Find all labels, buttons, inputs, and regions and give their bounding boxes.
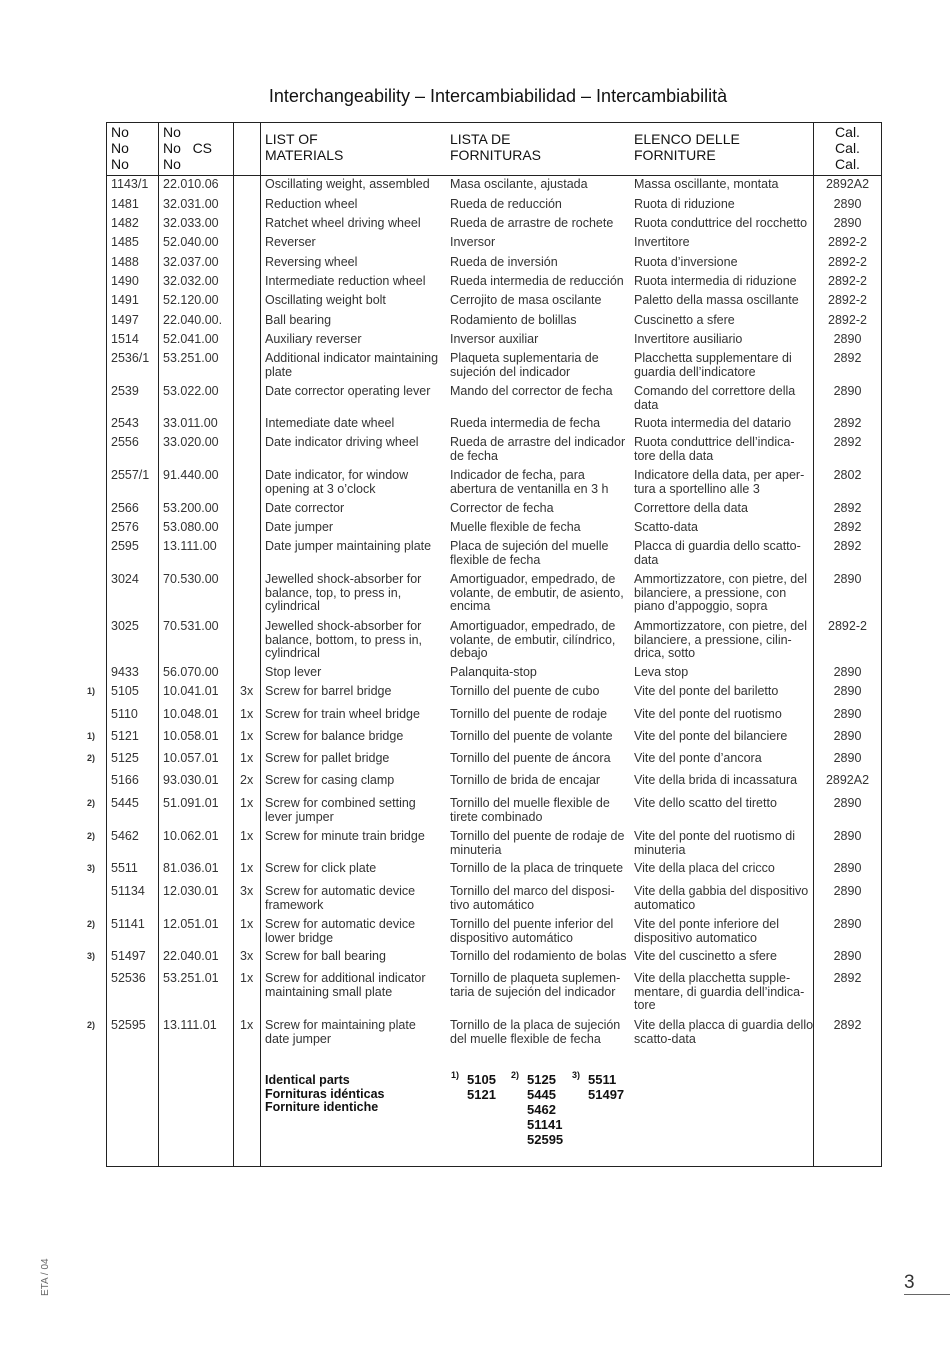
name-italian: Vite della placchetta supple-mentare, di guardia dell’indica-tore xyxy=(634,971,805,1012)
calibre: 2892 xyxy=(833,539,862,553)
cs-number: 53.200.00 xyxy=(163,501,219,515)
name-english: Reversing wheel xyxy=(265,255,358,269)
calibre: 2890 xyxy=(833,684,862,698)
quantity: 2x xyxy=(240,773,254,787)
part-number: 2595 xyxy=(111,539,139,553)
calibre: 2890 xyxy=(833,829,862,843)
header-es: LISTA DE FORNITURAS xyxy=(450,131,541,163)
quantity: 1x xyxy=(240,829,254,843)
name-spanish: Masa oscilante, ajustada xyxy=(450,177,588,191)
name-english: Intermediate reduction wheel xyxy=(265,274,426,288)
name-spanish: Mando del corrector de fecha xyxy=(450,384,613,398)
name-spanish: Tornillo del puente inferior del dispositivo automático xyxy=(450,917,614,945)
part-number: 5110 xyxy=(111,707,138,721)
name-spanish: Cerrojito de masa oscilante xyxy=(450,293,602,307)
name-spanish: Tornillo de plaqueta suplemen-taria de sujeción del indicador xyxy=(450,971,621,999)
name-spanish: Amortiguador, empedrado, de volante, de embutir, de asiento, encima xyxy=(450,572,624,613)
name-spanish: Rueda de arrastre de rochete xyxy=(450,216,614,230)
calibre: 2892 xyxy=(833,351,862,365)
footnote-mark: 1) xyxy=(87,686,96,696)
name-english: Screw for ball bearing xyxy=(265,949,386,963)
calibre: 2892-2 xyxy=(828,255,867,269)
header-divider xyxy=(107,175,881,176)
cs-number: 53.251.00 xyxy=(163,351,219,365)
cs-number: 13.111.00 xyxy=(163,539,217,553)
part-number: 1514 xyxy=(111,332,139,346)
quantity: 1x xyxy=(240,971,254,985)
part-number: 1497 xyxy=(111,313,139,327)
part-number: 1491 xyxy=(111,293,139,307)
part-number: 1488 xyxy=(111,255,139,269)
name-italian: Placca di guardia dello scatto-data xyxy=(634,539,801,567)
name-italian: Vite del ponte inferiore del dispositivo automatico xyxy=(634,917,780,945)
name-italian: Vite della placa del cricco xyxy=(634,861,775,875)
header-en: LIST OF MATERIALS xyxy=(265,131,344,163)
page-rule xyxy=(904,1294,950,1295)
cs-number: 22.040.01 xyxy=(163,949,219,963)
footnote-mark: 3) xyxy=(87,863,96,873)
cs-number: 10.062.01 xyxy=(163,829,219,843)
part-number: 52536 xyxy=(111,971,146,985)
cs-number: 33.011.00 xyxy=(163,416,218,430)
calibre: 2892 xyxy=(833,520,862,534)
cs-number: 56.070.00 xyxy=(163,665,219,679)
cs-number: 12.030.01 xyxy=(163,884,219,898)
identical-parts-title: Identical parts Fornituras idénticas Forniture identiche xyxy=(265,1073,385,1114)
cs-number: 22.040.00. xyxy=(163,313,223,327)
name-spanish: Rueda de arrastre del indicador de fecha xyxy=(450,435,626,463)
name-spanish: Muelle flexible de fecha xyxy=(450,520,581,534)
name-spanish: Tornillo del rodamiento de bolas xyxy=(450,949,627,963)
name-english: Auxiliary reverser xyxy=(265,332,362,346)
calibre: 2892 xyxy=(833,1018,862,1032)
name-italian: Vite della placca di guardia dello scatto-data xyxy=(634,1018,814,1046)
name-english: Screw for combined setting lever jumper xyxy=(265,796,416,824)
cs-number: 53.080.00 xyxy=(163,520,219,534)
cs-number: 52.041.00 xyxy=(163,332,219,346)
part-number: 2556 xyxy=(111,435,139,449)
name-italian: Cuscinetto a sfere xyxy=(634,313,735,327)
name-italian: Ruota intermedia di riduzione xyxy=(634,274,797,288)
name-english: Date jumper xyxy=(265,520,334,534)
part-number: 1143/1 xyxy=(111,177,149,191)
name-spanish: Tornillo de brida de encajar xyxy=(450,773,601,787)
calibre: 2892 xyxy=(833,501,862,515)
name-spanish: Amortiguador, empedrado, de volante, de embutir, cilíndrico, debajo xyxy=(450,619,616,660)
part-number: 1490 xyxy=(111,274,139,288)
header-cal: Cal. Cal. Cal. xyxy=(835,124,860,172)
cs-number: 81.036.01 xyxy=(163,861,219,875)
cs-number: 32.031.00 xyxy=(163,197,219,211)
part-number: 2557/1 xyxy=(111,468,150,482)
identical-group-items: 5125 5445 5462 51141 52595 xyxy=(527,1072,564,1147)
calibre: 2892-2 xyxy=(828,313,867,327)
footnote-mark: 2) xyxy=(87,1020,96,1030)
name-spanish: Plaqueta suplementaria de sujeción del indicador xyxy=(450,351,599,379)
identical-group-mark: 2) xyxy=(511,1070,520,1080)
footnote-mark: 3) xyxy=(87,951,96,961)
part-number: 2536/1 xyxy=(111,351,150,365)
name-english: Screw for pallet bridge xyxy=(265,751,390,765)
column-divider xyxy=(260,123,261,1166)
name-italian: Vite della brida di incassatura xyxy=(634,773,798,787)
name-spanish: Palanquita-stop xyxy=(450,665,537,679)
name-spanish: Rodamiento de bolillas xyxy=(450,313,577,327)
quantity: 1x xyxy=(240,861,254,875)
calibre: 2892 xyxy=(833,971,862,985)
name-english: Screw for train wheel bridge xyxy=(265,707,420,721)
name-italian: Massa oscillante, montata xyxy=(634,177,779,191)
name-spanish: Tornillo del muelle flexible de tirete combinado xyxy=(450,796,610,824)
calibre: 2892-2 xyxy=(828,619,867,633)
part-number: 3025 xyxy=(111,619,139,633)
calibre: 2890 xyxy=(833,332,862,346)
name-spanish: Inversor auxiliar xyxy=(450,332,539,346)
cs-number: 10.041.01 xyxy=(163,684,219,698)
cs-number: 33.020.00 xyxy=(163,435,219,449)
name-spanish: Corrector de fecha xyxy=(450,501,554,515)
header-cs: No No CS No xyxy=(163,124,213,172)
calibre: 2890 xyxy=(833,384,862,398)
quantity: 1x xyxy=(240,707,254,721)
quantity: 1x xyxy=(240,729,254,743)
cs-number: 10.048.01 xyxy=(163,707,219,721)
name-italian: Vite del ponte d’ancora xyxy=(634,751,762,765)
part-number: 5121 xyxy=(111,729,139,743)
cs-number: 70.531.00 xyxy=(163,619,219,633)
part-number: 5125 xyxy=(111,751,139,765)
cs-number: 13.111.01 xyxy=(163,1018,217,1032)
name-italian: Ruota di riduzione xyxy=(634,197,735,211)
name-italian: Vite del cuscinetto a sfere xyxy=(634,949,777,963)
name-italian: Ammortizzatore, con pietre, del bilanciere, a pressione, cilin-drica, sotto xyxy=(634,619,807,660)
name-english: Screw for balance bridge xyxy=(265,729,404,743)
part-number: 1485 xyxy=(111,235,139,249)
name-italian: Indicatore della data, per aper-tura a sportellino alle 3 xyxy=(634,468,805,496)
name-italian: Placchetta supplementare di guardia dell’indicatore xyxy=(634,351,792,379)
name-spanish: Placa de sujeción del muelle flexible de fecha xyxy=(450,539,609,567)
name-italian: Ammortizzatore, con pietre, del bilanciere, a pressione, con piano d’appoggio, sopra xyxy=(634,572,807,613)
name-spanish: Tornillo del puente de volante xyxy=(450,729,613,743)
name-english: Screw for automatic device lower bridge xyxy=(265,917,416,945)
name-english: Screw for maintaining plate date jumper xyxy=(265,1018,416,1046)
name-english: Date indicator driving wheel xyxy=(265,435,419,449)
part-number: 1481 xyxy=(111,197,139,211)
name-spanish: Tornillo del puente de rodaje xyxy=(450,707,608,721)
name-spanish: Tornillo del puente de cubo xyxy=(450,684,600,698)
calibre: 2802 xyxy=(833,468,862,482)
name-spanish: Indicador de fecha, para abertura de ventanilla en 3 h xyxy=(450,468,609,496)
header-it: ELENCO DELLE FORNITURE xyxy=(634,131,740,163)
name-spanish: Tornillo del puente de áncora xyxy=(450,751,611,765)
name-italian: Invertitore ausiliario xyxy=(634,332,743,346)
footnote-mark: 2) xyxy=(87,919,96,929)
part-number: 51497 xyxy=(111,949,146,963)
name-english: Date corrector operating lever xyxy=(265,384,431,398)
name-english: Ratchet wheel driving wheel xyxy=(265,216,421,230)
name-italian: Vite della gabbia del dispositivo automatico xyxy=(634,884,809,912)
name-english: Additional indicator maintaining plate xyxy=(265,351,439,379)
name-english: Screw for casing clamp xyxy=(265,773,395,787)
calibre: 2890 xyxy=(833,796,862,810)
part-number: 51141 xyxy=(111,917,145,931)
part-number: 52595 xyxy=(111,1018,146,1032)
header-no: No No No xyxy=(111,124,129,172)
name-italian: Ruota d’inversione xyxy=(634,255,738,269)
calibre: 2890 xyxy=(833,949,862,963)
name-italian: Ruota intermedia del datario xyxy=(634,416,792,430)
part-number: 2566 xyxy=(111,501,139,515)
calibre: 2890 xyxy=(833,216,862,230)
footnote-mark: 2) xyxy=(87,831,96,841)
name-spanish: Rueda intermedia de reducción xyxy=(450,274,624,288)
name-italian: Vite del ponte del ruotismo xyxy=(634,707,782,721)
quantity: 3x xyxy=(240,949,254,963)
part-number: 1482 xyxy=(111,216,139,230)
footnote-mark: 1) xyxy=(87,731,96,741)
page-number: 3 xyxy=(904,1272,915,1293)
name-english: Jewelled shock-absorber for balance, top, to press in, cylindrical xyxy=(265,572,422,613)
calibre: 2890 xyxy=(833,572,862,586)
calibre: 2892 xyxy=(833,416,862,430)
name-english: Screw for automatic device framework xyxy=(265,884,416,912)
identical-group-items: 5511 51497 xyxy=(588,1072,625,1102)
cs-number: 10.058.01 xyxy=(163,729,219,743)
name-english: Screw for click plate xyxy=(265,861,377,875)
calibre: 2892 xyxy=(833,435,862,449)
parts-table xyxy=(87,122,882,1167)
name-english: Oscillating weight, assembled xyxy=(265,177,430,191)
quantity: 3x xyxy=(240,884,254,898)
part-number: 3024 xyxy=(111,572,139,586)
name-english: Screw for additional indicator maintaining small plate xyxy=(265,971,426,999)
name-spanish: Rueda intermedia de fecha xyxy=(450,416,601,430)
name-italian: Leva stop xyxy=(634,665,689,679)
part-number: 5511 xyxy=(111,861,138,875)
quantity: 1x xyxy=(240,1018,254,1032)
calibre: 2890 xyxy=(833,884,862,898)
side-code: ETA / 04 xyxy=(40,1258,51,1296)
cs-number: 70.530.00 xyxy=(163,572,219,586)
name-english: Date jumper maintaining plate xyxy=(265,539,432,553)
name-english: Jewelled shock-absorber for balance, bottom, to press in, cylindrical xyxy=(265,619,423,660)
cs-number: 22.010.06 xyxy=(163,177,219,191)
name-italian: Vite dello scatto del tiretto xyxy=(634,796,777,810)
quantity: 1x xyxy=(240,796,254,810)
quantity: 1x xyxy=(240,917,254,931)
part-number: 5105 xyxy=(111,684,139,698)
part-number: 9433 xyxy=(111,665,139,679)
footnote-mark: 2) xyxy=(87,798,96,808)
name-spanish: Rueda de reducción xyxy=(450,197,562,211)
name-english: Date corrector xyxy=(265,501,345,515)
cs-number: 51.091.01 xyxy=(163,796,219,810)
cs-number: 93.030.01 xyxy=(163,773,219,787)
name-english: Screw for barrel bridge xyxy=(265,684,392,698)
name-spanish: Tornillo del marco del disposi-tivo automático xyxy=(450,884,615,912)
identical-group-mark: 3) xyxy=(572,1070,581,1080)
calibre: 2890 xyxy=(833,729,862,743)
quantity: 3x xyxy=(240,684,254,698)
cs-number: 32.033.00 xyxy=(163,216,219,230)
cs-number: 32.032.00 xyxy=(163,274,219,288)
cs-number: 91.440.00 xyxy=(163,468,219,482)
name-english: Intemediate date wheel xyxy=(265,416,395,430)
cs-number: 10.057.01 xyxy=(163,751,219,765)
calibre: 2890 xyxy=(833,751,862,765)
name-spanish: Tornillo de la placa de sujeción del muelle flexible de fecha xyxy=(450,1018,621,1046)
calibre: 2890 xyxy=(833,197,862,211)
quantity: 1x xyxy=(240,751,254,765)
calibre: 2890 xyxy=(833,917,862,931)
cs-number: 52.040.00 xyxy=(163,235,219,249)
name-spanish: Tornillo del puente de rodaje de minuteria xyxy=(450,829,625,857)
cs-number: 53.022.00 xyxy=(163,384,219,398)
calibre: 2890 xyxy=(833,707,862,721)
name-italian: Vite del ponte del bariletto xyxy=(634,684,779,698)
name-italian: Scatto-data xyxy=(634,520,698,534)
name-english: Stop lever xyxy=(265,665,322,679)
name-spanish: Rueda de inversión xyxy=(450,255,558,269)
name-italian: Ruota conduttrice del rocchetto xyxy=(634,216,808,230)
part-number: 51134 xyxy=(111,884,145,898)
name-english: Ball bearing xyxy=(265,313,332,327)
name-spanish: Tornillo de la placa de trinquete xyxy=(450,861,624,875)
name-spanish: Inversor xyxy=(450,235,496,249)
part-number: 2576 xyxy=(111,520,139,534)
name-italian: Paletto della massa oscillante xyxy=(634,293,799,307)
cs-number: 12.051.01 xyxy=(163,917,219,931)
part-number: 5166 xyxy=(111,773,139,787)
calibre: 2890 xyxy=(833,861,862,875)
name-italian: Vite del ponte del ruotismo di minuteria xyxy=(634,829,795,857)
name-english: Reduction wheel xyxy=(265,197,358,211)
name-english: Date indicator, for window opening at 3 o’clock xyxy=(265,468,409,496)
name-italian: Invertitore xyxy=(634,235,690,249)
calibre: 2892A2 xyxy=(825,773,870,787)
cs-number: 32.037.00 xyxy=(163,255,219,269)
calibre: 2892-2 xyxy=(828,235,867,249)
footnote-mark: 2) xyxy=(87,753,96,763)
part-number: 5445 xyxy=(111,796,139,810)
name-italian: Vite del ponte del bilanciere xyxy=(634,729,788,743)
identical-group-mark: 1) xyxy=(451,1070,460,1080)
cs-number: 53.251.01 xyxy=(163,971,219,985)
part-number: 2539 xyxy=(111,384,139,398)
name-english: Oscillating weight bolt xyxy=(265,293,386,307)
name-italian: Ruota conduttrice dell’indica-tore della data xyxy=(634,435,795,463)
calibre: 2892A2 xyxy=(825,177,870,191)
name-english: Reverser xyxy=(265,235,316,249)
part-number: 5462 xyxy=(111,829,139,843)
name-english: Screw for minute train bridge xyxy=(265,829,425,843)
calibre: 2890 xyxy=(833,665,862,679)
calibre: 2892-2 xyxy=(828,274,867,288)
part-number: 2543 xyxy=(111,416,139,430)
page-title: Interchangeability – Intercambiabilidad – Intercambiabilità xyxy=(268,86,728,106)
name-italian: Comando del correttore della data xyxy=(634,384,796,412)
name-italian: Correttore della data xyxy=(634,501,748,515)
cs-number: 52.120.00 xyxy=(163,293,219,307)
identical-group-items: 5105 5121 xyxy=(467,1072,496,1102)
calibre: 2892-2 xyxy=(828,293,867,307)
